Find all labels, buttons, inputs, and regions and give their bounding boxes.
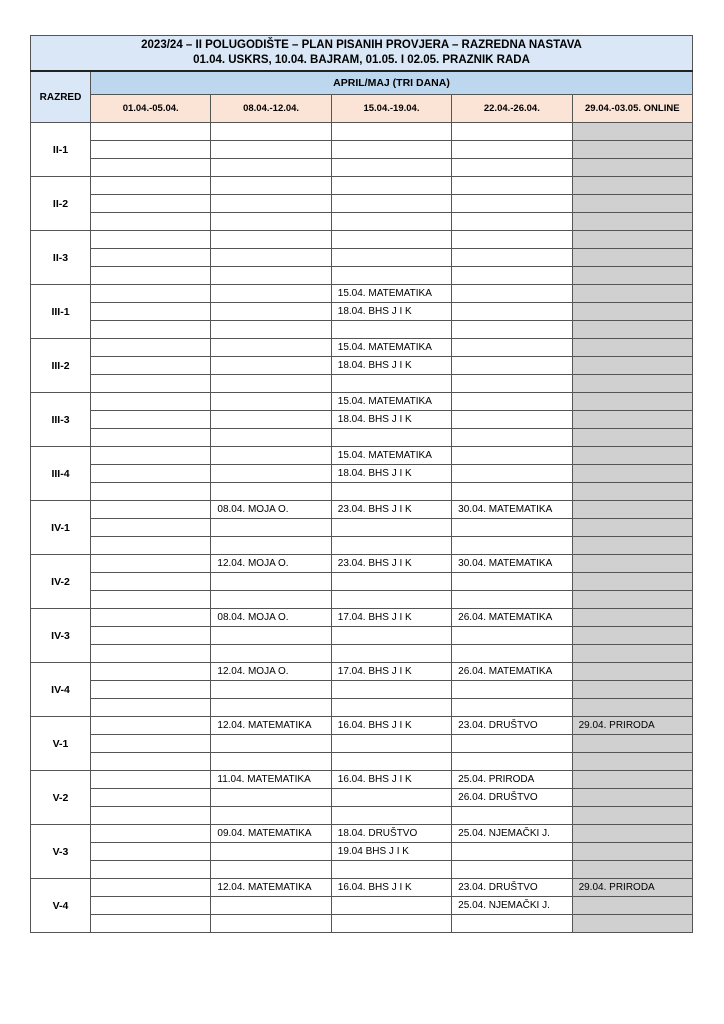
table-row bbox=[31, 573, 693, 591]
schedule-cell bbox=[452, 483, 572, 501]
table-row bbox=[31, 393, 693, 411]
week-header: 01.04.-05.04. bbox=[91, 95, 211, 123]
schedule-cell bbox=[572, 843, 692, 861]
schedule-cell bbox=[572, 519, 692, 537]
schedule-cell bbox=[452, 735, 572, 753]
table-row bbox=[31, 141, 693, 159]
schedule-cell bbox=[572, 249, 692, 267]
table-row bbox=[31, 717, 693, 735]
schedule-cell: 18.04. BHS J I K bbox=[331, 465, 451, 483]
schedule-cell bbox=[91, 537, 211, 555]
schedule-cell: 15.04. MATEMATIKA bbox=[331, 393, 451, 411]
schedule-cell bbox=[211, 591, 331, 609]
schedule-cell bbox=[211, 357, 331, 375]
table-row bbox=[31, 555, 693, 573]
schedule-cell: 30.04. MATEMATIKA bbox=[452, 555, 572, 573]
schedule-cell bbox=[572, 753, 692, 771]
schedule-cell bbox=[211, 393, 331, 411]
schedule-cell bbox=[331, 213, 451, 231]
schedule-cell: 15.04. MATEMATIKA bbox=[331, 447, 451, 465]
schedule-cell: 26.04. MATEMATIKA bbox=[452, 663, 572, 681]
schedule-cell bbox=[331, 789, 451, 807]
schedule-cell bbox=[452, 195, 572, 213]
table-row bbox=[31, 609, 693, 627]
schedule-cell bbox=[331, 141, 451, 159]
table-row bbox=[31, 753, 693, 771]
schedule-cell bbox=[572, 213, 692, 231]
schedule-cell bbox=[91, 411, 211, 429]
table-row bbox=[31, 267, 693, 285]
class-name: IV-2 bbox=[31, 555, 91, 609]
title-line-1: 2023/24 – II POLUGODIŠTE – PLAN PISANIH PROVJERA – RAZREDNA NASTAVA bbox=[141, 39, 582, 51]
schedule-cell bbox=[211, 411, 331, 429]
schedule-cell bbox=[331, 321, 451, 339]
schedule-cell bbox=[572, 573, 692, 591]
schedule-cell bbox=[331, 627, 451, 645]
schedule-cell bbox=[331, 735, 451, 753]
schedule-cell bbox=[91, 447, 211, 465]
table-row bbox=[31, 771, 693, 789]
schedule-cell bbox=[331, 267, 451, 285]
schedule-cell bbox=[452, 753, 572, 771]
schedule-cell bbox=[572, 645, 692, 663]
schedule-cell: 29.04. PRIRODA bbox=[572, 879, 692, 897]
schedule-cell bbox=[331, 177, 451, 195]
schedule-cell bbox=[91, 339, 211, 357]
table-row bbox=[31, 159, 693, 177]
schedule-cell bbox=[452, 285, 572, 303]
schedule-cell bbox=[91, 897, 211, 915]
schedule-cell bbox=[91, 771, 211, 789]
schedule-cell bbox=[91, 699, 211, 717]
schedule-cell bbox=[452, 303, 572, 321]
table-row bbox=[31, 411, 693, 429]
schedule-cell bbox=[572, 357, 692, 375]
week-header: 08.04.-12.04. bbox=[211, 95, 331, 123]
schedule-cell bbox=[452, 519, 572, 537]
table-row bbox=[31, 375, 693, 393]
schedule-cell bbox=[572, 735, 692, 753]
table-row bbox=[31, 519, 693, 537]
schedule-cell bbox=[452, 807, 572, 825]
schedule-cell bbox=[91, 807, 211, 825]
class-name: III-4 bbox=[31, 447, 91, 501]
schedule-cell: 12.04. MATEMATIKA bbox=[211, 879, 331, 897]
schedule-cell bbox=[452, 141, 572, 159]
schedule-cell bbox=[452, 357, 572, 375]
schedule-cell bbox=[331, 699, 451, 717]
class-name: IV-4 bbox=[31, 663, 91, 717]
schedule-cell bbox=[91, 249, 211, 267]
schedule-cell bbox=[211, 861, 331, 879]
schedule-cell bbox=[572, 537, 692, 555]
schedule-cell bbox=[452, 321, 572, 339]
schedule-cell bbox=[91, 321, 211, 339]
schedule-cell bbox=[572, 591, 692, 609]
table-row bbox=[31, 537, 693, 555]
schedule-cell bbox=[331, 753, 451, 771]
schedule-cell: 18.04. DRUŠTVO bbox=[331, 825, 451, 843]
schedule-cell bbox=[452, 591, 572, 609]
schedule-cell bbox=[211, 267, 331, 285]
schedule-cell bbox=[331, 375, 451, 393]
table-row bbox=[31, 627, 693, 645]
test-schedule-table bbox=[30, 35, 693, 933]
schedule-cell bbox=[452, 681, 572, 699]
schedule-cell bbox=[572, 303, 692, 321]
table-row bbox=[31, 177, 693, 195]
schedule-cell bbox=[91, 861, 211, 879]
schedule-cell bbox=[211, 339, 331, 357]
schedule-cell: 11.04. MATEMATIKA bbox=[211, 771, 331, 789]
schedule-cell bbox=[331, 861, 451, 879]
schedule-cell bbox=[91, 555, 211, 573]
schedule-cell bbox=[91, 609, 211, 627]
schedule-cell bbox=[211, 465, 331, 483]
schedule-cell bbox=[91, 501, 211, 519]
schedule-cell bbox=[211, 195, 331, 213]
schedule-cell bbox=[572, 483, 692, 501]
schedule-cell bbox=[211, 375, 331, 393]
schedule-cell bbox=[572, 789, 692, 807]
schedule-cell bbox=[331, 123, 451, 141]
schedule-cell bbox=[572, 699, 692, 717]
table-row bbox=[31, 429, 693, 447]
schedule-cell bbox=[211, 699, 331, 717]
schedule-cell bbox=[91, 825, 211, 843]
schedule-cell bbox=[211, 915, 331, 933]
schedule-cell bbox=[572, 663, 692, 681]
schedule-cell: 29.04. PRIRODA bbox=[572, 717, 692, 735]
schedule-cell: 15.04. MATEMATIKA bbox=[331, 285, 451, 303]
schedule-cell bbox=[452, 843, 572, 861]
schedule-cell bbox=[452, 375, 572, 393]
schedule-cell bbox=[211, 519, 331, 537]
schedule-cell bbox=[452, 123, 572, 141]
schedule-cell bbox=[211, 789, 331, 807]
table-row bbox=[31, 663, 693, 681]
class-name: II-2 bbox=[31, 177, 91, 231]
schedule-cell bbox=[331, 681, 451, 699]
schedule-cell bbox=[91, 375, 211, 393]
schedule-cell bbox=[331, 915, 451, 933]
schedule-cell bbox=[452, 699, 572, 717]
week-header: 15.04.-19.04. bbox=[331, 95, 451, 123]
schedule-cell bbox=[452, 645, 572, 663]
schedule-cell bbox=[572, 915, 692, 933]
schedule-cell: 23.04. DRUŠTVO bbox=[452, 717, 572, 735]
schedule-cell: 09.04. MATEMATIKA bbox=[211, 825, 331, 843]
schedule-cell bbox=[211, 897, 331, 915]
table-row bbox=[31, 231, 693, 249]
schedule-cell: 26.04. MATEMATIKA bbox=[452, 609, 572, 627]
schedule-cell bbox=[572, 447, 692, 465]
schedule-cell bbox=[91, 303, 211, 321]
schedule-body bbox=[31, 123, 693, 933]
schedule-cell: 16.04. BHS J I K bbox=[331, 717, 451, 735]
class-name: V-3 bbox=[31, 825, 91, 879]
schedule-cell bbox=[211, 807, 331, 825]
schedule-cell bbox=[572, 267, 692, 285]
schedule-cell bbox=[91, 879, 211, 897]
schedule-cell bbox=[211, 123, 331, 141]
schedule-cell bbox=[91, 357, 211, 375]
schedule-cell bbox=[91, 483, 211, 501]
schedule-cell bbox=[572, 285, 692, 303]
table-row bbox=[31, 465, 693, 483]
class-name: III-1 bbox=[31, 285, 91, 339]
schedule-cell bbox=[331, 231, 451, 249]
schedule-cell bbox=[91, 465, 211, 483]
schedule-cell bbox=[452, 861, 572, 879]
schedule-cell: 18.04. BHS J I K bbox=[331, 411, 451, 429]
schedule-cell: 23.04. BHS J I K bbox=[331, 501, 451, 519]
schedule-cell bbox=[452, 339, 572, 357]
schedule-cell bbox=[211, 573, 331, 591]
schedule-cell bbox=[211, 483, 331, 501]
schedule-cell bbox=[331, 807, 451, 825]
schedule-cell bbox=[91, 177, 211, 195]
class-name: V-2 bbox=[31, 771, 91, 825]
week-header: 22.04.-26.04. bbox=[452, 95, 572, 123]
class-name: III-3 bbox=[31, 393, 91, 447]
schedule-cell: 19.04 BHS J I K bbox=[331, 843, 451, 861]
schedule-cell: 08.04. MOJA O. bbox=[211, 609, 331, 627]
schedule-cell bbox=[91, 843, 211, 861]
table-row bbox=[31, 735, 693, 753]
table-row bbox=[31, 501, 693, 519]
schedule-cell bbox=[91, 627, 211, 645]
schedule-cell bbox=[452, 231, 572, 249]
class-name: V-4 bbox=[31, 879, 91, 933]
schedule-cell bbox=[91, 663, 211, 681]
table-row bbox=[31, 825, 693, 843]
schedule-cell bbox=[452, 249, 572, 267]
schedule-cell bbox=[331, 645, 451, 663]
table-row bbox=[31, 357, 693, 375]
table-row bbox=[31, 843, 693, 861]
schedule-cell bbox=[452, 213, 572, 231]
schedule-cell bbox=[452, 411, 572, 429]
table-row bbox=[31, 897, 693, 915]
schedule-cell bbox=[331, 537, 451, 555]
table-row bbox=[31, 303, 693, 321]
schedule-cell bbox=[211, 213, 331, 231]
schedule-cell bbox=[452, 267, 572, 285]
schedule-cell bbox=[91, 789, 211, 807]
schedule-cell bbox=[572, 375, 692, 393]
schedule-cell bbox=[91, 681, 211, 699]
schedule-cell bbox=[572, 339, 692, 357]
schedule-cell bbox=[211, 627, 331, 645]
schedule-cell bbox=[331, 483, 451, 501]
schedule-cell bbox=[211, 321, 331, 339]
table-row bbox=[31, 915, 693, 933]
week-header-online: 29.04.-03.05. ONLINE bbox=[572, 95, 692, 123]
table-row bbox=[31, 879, 693, 897]
schedule-cell bbox=[91, 213, 211, 231]
period-header: APRIL/MAJ (TRI DANA) bbox=[91, 71, 693, 95]
schedule-cell bbox=[211, 177, 331, 195]
table-row bbox=[31, 213, 693, 231]
schedule-cell bbox=[91, 267, 211, 285]
schedule-cell bbox=[331, 573, 451, 591]
schedule-cell bbox=[452, 465, 572, 483]
schedule-cell bbox=[572, 141, 692, 159]
schedule-cell bbox=[211, 285, 331, 303]
schedule-cell: 16.04. BHS J I K bbox=[331, 771, 451, 789]
schedule-cell bbox=[91, 195, 211, 213]
schedule-cell bbox=[572, 555, 692, 573]
class-name: III-2 bbox=[31, 339, 91, 393]
class-name: II-3 bbox=[31, 231, 91, 285]
schedule-cell bbox=[91, 231, 211, 249]
schedule-cell: 15.04. MATEMATIKA bbox=[331, 339, 451, 357]
schedule-cell bbox=[91, 519, 211, 537]
table-row bbox=[31, 645, 693, 663]
table-row bbox=[31, 591, 693, 609]
schedule-cell bbox=[572, 501, 692, 519]
schedule-cell bbox=[91, 285, 211, 303]
schedule-cell bbox=[211, 159, 331, 177]
schedule-cell: 23.04. BHS J I K bbox=[331, 555, 451, 573]
table-row bbox=[31, 447, 693, 465]
schedule-cell: 25.04. NJEMAČKI J. bbox=[452, 825, 572, 843]
schedule-cell bbox=[211, 843, 331, 861]
schedule-cell bbox=[572, 825, 692, 843]
schedule-cell bbox=[452, 159, 572, 177]
table-row bbox=[31, 789, 693, 807]
schedule-cell bbox=[91, 429, 211, 447]
table-row bbox=[31, 285, 693, 303]
schedule-cell: 18.04. BHS J I K bbox=[331, 357, 451, 375]
schedule-cell: 12.04. MOJA O. bbox=[211, 663, 331, 681]
schedule-cell bbox=[572, 411, 692, 429]
table-row bbox=[31, 123, 693, 141]
schedule-cell bbox=[331, 195, 451, 213]
schedule-cell bbox=[452, 393, 572, 411]
schedule-cell bbox=[331, 249, 451, 267]
schedule-cell bbox=[331, 591, 451, 609]
schedule-cell bbox=[211, 231, 331, 249]
schedule-cell bbox=[572, 123, 692, 141]
schedule-cell: 08.04. MOJA O. bbox=[211, 501, 331, 519]
table-row bbox=[31, 483, 693, 501]
schedule-cell bbox=[331, 519, 451, 537]
schedule-cell bbox=[211, 537, 331, 555]
schedule-cell bbox=[91, 573, 211, 591]
schedule-cell bbox=[452, 177, 572, 195]
schedule-cell bbox=[331, 159, 451, 177]
schedule-cell bbox=[452, 915, 572, 933]
schedule-cell bbox=[572, 861, 692, 879]
table-row bbox=[31, 339, 693, 357]
schedule-cell bbox=[91, 393, 211, 411]
schedule-cell bbox=[211, 447, 331, 465]
schedule-cell: 25.04. PRIRODA bbox=[452, 771, 572, 789]
schedule-cell: 30.04. MATEMATIKA bbox=[452, 501, 572, 519]
schedule-cell bbox=[91, 141, 211, 159]
razred-header: RAZRED bbox=[31, 71, 91, 123]
schedule-cell bbox=[572, 429, 692, 447]
table-row bbox=[31, 681, 693, 699]
schedule-cell bbox=[572, 897, 692, 915]
schedule-cell bbox=[452, 627, 572, 645]
schedule-cell bbox=[572, 321, 692, 339]
schedule-cell bbox=[211, 681, 331, 699]
schedule-cell bbox=[91, 159, 211, 177]
table-row bbox=[31, 195, 693, 213]
schedule-cell bbox=[572, 231, 692, 249]
schedule-cell: 18.04. BHS J I K bbox=[331, 303, 451, 321]
table-row bbox=[31, 807, 693, 825]
table-row bbox=[31, 321, 693, 339]
table-row bbox=[31, 699, 693, 717]
schedule-cell: 16.04. BHS J I K bbox=[331, 879, 451, 897]
schedule-cell bbox=[211, 141, 331, 159]
title-line-2: 01.04. USKRS, 10.04. BAJRAM, 01.05. I 02.05. PRAZNIK RADA bbox=[193, 54, 530, 66]
schedule-cell bbox=[572, 807, 692, 825]
schedule-cell bbox=[211, 735, 331, 753]
class-name: V-1 bbox=[31, 717, 91, 771]
table-row bbox=[31, 861, 693, 879]
class-name: IV-1 bbox=[31, 501, 91, 555]
schedule-cell bbox=[211, 303, 331, 321]
schedule-cell bbox=[452, 447, 572, 465]
schedule-cell bbox=[452, 573, 572, 591]
schedule-cell bbox=[452, 429, 572, 447]
schedule-cell bbox=[211, 429, 331, 447]
schedule-cell bbox=[91, 591, 211, 609]
schedule-cell bbox=[91, 753, 211, 771]
schedule-cell bbox=[211, 753, 331, 771]
schedule-cell bbox=[331, 897, 451, 915]
class-name: II-1 bbox=[31, 123, 91, 177]
schedule-cell: 23.04. DRUŠTVO bbox=[452, 879, 572, 897]
schedule-cell bbox=[572, 393, 692, 411]
schedule-cell: 12.04. MATEMATIKA bbox=[211, 717, 331, 735]
schedule-cell bbox=[572, 159, 692, 177]
schedule-cell bbox=[452, 537, 572, 555]
schedule-cell: 17.04. BHS J I K bbox=[331, 609, 451, 627]
schedule-cell bbox=[211, 249, 331, 267]
schedule-cell bbox=[572, 195, 692, 213]
schedule-cell: 25.04. NJEMAČKI J. bbox=[452, 897, 572, 915]
schedule-cell bbox=[572, 681, 692, 699]
schedule-cell bbox=[91, 735, 211, 753]
schedule-cell bbox=[572, 627, 692, 645]
schedule-cell bbox=[211, 645, 331, 663]
schedule-cell bbox=[572, 771, 692, 789]
schedule-cell: 17.04. BHS J I K bbox=[331, 663, 451, 681]
schedule-cell bbox=[331, 429, 451, 447]
schedule-cell bbox=[572, 609, 692, 627]
schedule-cell bbox=[572, 465, 692, 483]
schedule-cell bbox=[91, 717, 211, 735]
class-name: IV-3 bbox=[31, 609, 91, 663]
schedule-cell: 12.04. MOJA O. bbox=[211, 555, 331, 573]
schedule-cell bbox=[572, 177, 692, 195]
schedule-cell bbox=[91, 645, 211, 663]
schedule-cell: 26.04. DRUŠTVO bbox=[452, 789, 572, 807]
document-title bbox=[31, 36, 693, 72]
schedule-cell bbox=[91, 915, 211, 933]
schedule-cell bbox=[91, 123, 211, 141]
table-row bbox=[31, 249, 693, 267]
